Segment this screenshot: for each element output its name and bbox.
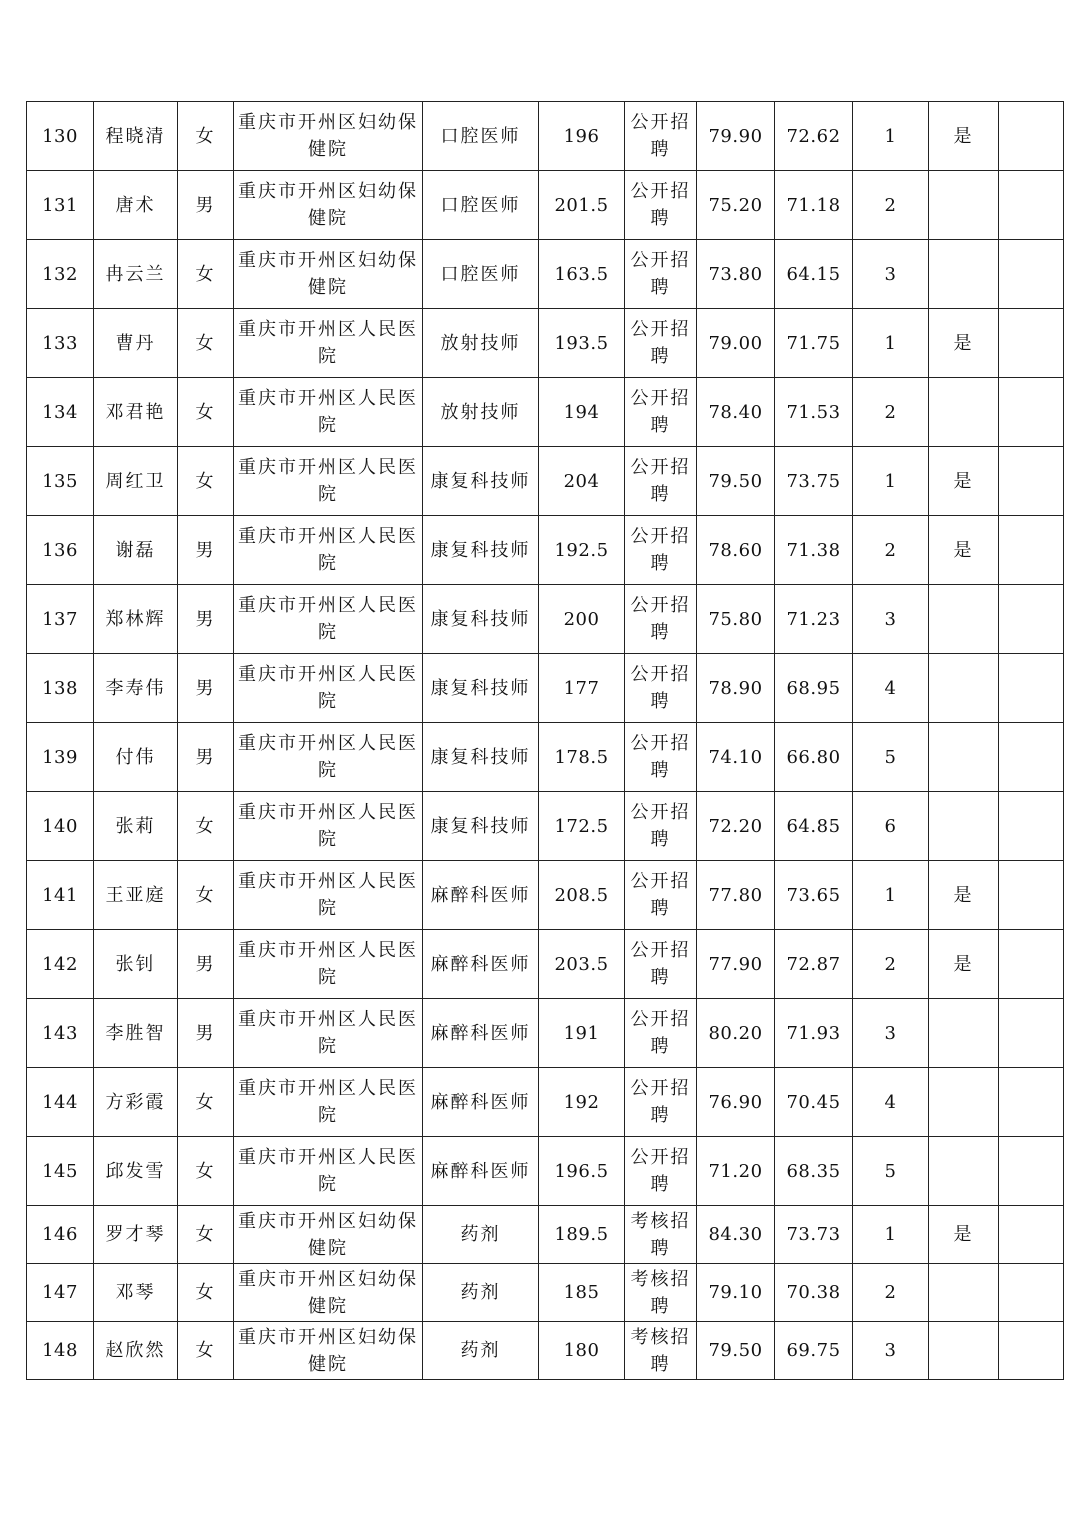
cell-rank: 6 bbox=[853, 792, 929, 861]
cell-rank: 3 bbox=[853, 585, 929, 654]
cell-enter-checkup: 是 bbox=[929, 102, 999, 171]
cell-position: 麻醉科医师 bbox=[423, 1068, 539, 1137]
cell-name: 唐术 bbox=[94, 171, 178, 240]
cell-gender: 女 bbox=[178, 1322, 234, 1380]
cell-total-score: 64.15 bbox=[775, 240, 853, 309]
cell-total-score: 72.62 bbox=[775, 102, 853, 171]
cell-name: 张钊 bbox=[94, 930, 178, 999]
cell-enter-checkup bbox=[929, 171, 999, 240]
cell-written-score: 191 bbox=[539, 999, 625, 1068]
cell-recruit-method: 公开招聘 bbox=[625, 723, 697, 792]
cell-written-score: 185 bbox=[539, 1264, 625, 1322]
cell-number: 144 bbox=[27, 1068, 94, 1137]
cell-number: 141 bbox=[27, 861, 94, 930]
cell-name: 邓君艳 bbox=[94, 378, 178, 447]
cell-number: 133 bbox=[27, 309, 94, 378]
cell-name: 王亚庭 bbox=[94, 861, 178, 930]
cell-remark bbox=[999, 930, 1064, 999]
cell-interview-score: 79.50 bbox=[697, 447, 775, 516]
cell-recruit-method: 公开招聘 bbox=[625, 930, 697, 999]
cell-rank: 5 bbox=[853, 723, 929, 792]
cell-gender: 男 bbox=[178, 723, 234, 792]
table-row bbox=[27, 171, 1064, 240]
cell-unit: 重庆市开州区人民医院 bbox=[234, 999, 423, 1068]
cell-unit: 重庆市开州区人民医院 bbox=[234, 792, 423, 861]
cell-remark bbox=[999, 516, 1064, 585]
cell-gender: 女 bbox=[178, 378, 234, 447]
cell-written-score: 172.5 bbox=[539, 792, 625, 861]
cell-remark bbox=[999, 378, 1064, 447]
cell-position: 麻醉科医师 bbox=[423, 930, 539, 999]
cell-position: 口腔医师 bbox=[423, 171, 539, 240]
cell-position: 放射技师 bbox=[423, 309, 539, 378]
cell-interview-score: 84.30 bbox=[697, 1206, 775, 1264]
cell-enter-checkup bbox=[929, 1264, 999, 1322]
cell-rank: 2 bbox=[853, 1264, 929, 1322]
cell-remark bbox=[999, 1264, 1064, 1322]
cell-gender: 女 bbox=[178, 309, 234, 378]
cell-rank: 1 bbox=[853, 309, 929, 378]
cell-recruit-method: 公开招聘 bbox=[625, 447, 697, 516]
cell-unit: 重庆市开州区妇幼保健院 bbox=[234, 1206, 423, 1264]
cell-position: 康复科技师 bbox=[423, 654, 539, 723]
cell-total-score: 73.75 bbox=[775, 447, 853, 516]
table-row bbox=[27, 378, 1064, 447]
cell-enter-checkup bbox=[929, 240, 999, 309]
cell-name: 付伟 bbox=[94, 723, 178, 792]
cell-gender: 女 bbox=[178, 447, 234, 516]
cell-remark bbox=[999, 792, 1064, 861]
cell-interview-score: 75.80 bbox=[697, 585, 775, 654]
cell-recruit-method: 公开招聘 bbox=[625, 792, 697, 861]
table-row bbox=[27, 1137, 1064, 1206]
cell-rank: 4 bbox=[853, 1068, 929, 1137]
cell-rank: 4 bbox=[853, 654, 929, 723]
cell-gender: 女 bbox=[178, 1206, 234, 1264]
cell-total-score: 71.38 bbox=[775, 516, 853, 585]
table-row bbox=[27, 930, 1064, 999]
cell-unit: 重庆市开州区人民医院 bbox=[234, 447, 423, 516]
cell-remark bbox=[999, 585, 1064, 654]
cell-name: 邱发雪 bbox=[94, 1137, 178, 1206]
cell-remark bbox=[999, 1137, 1064, 1206]
cell-name: 周红卫 bbox=[94, 447, 178, 516]
cell-unit: 重庆市开州区妇幼保健院 bbox=[234, 240, 423, 309]
cell-written-score: 200 bbox=[539, 585, 625, 654]
cell-interview-score: 72.20 bbox=[697, 792, 775, 861]
cell-position: 药剂 bbox=[423, 1206, 539, 1264]
cell-remark bbox=[999, 723, 1064, 792]
cell-position: 麻醉科医师 bbox=[423, 861, 539, 930]
cell-remark bbox=[999, 1322, 1064, 1380]
cell-position: 康复科技师 bbox=[423, 516, 539, 585]
cell-name: 张莉 bbox=[94, 792, 178, 861]
table-row bbox=[27, 309, 1064, 378]
table-row bbox=[27, 1068, 1064, 1137]
cell-unit: 重庆市开州区妇幼保健院 bbox=[234, 1264, 423, 1322]
cell-rank: 2 bbox=[853, 171, 929, 240]
cell-gender: 女 bbox=[178, 240, 234, 309]
cell-name: 冉云兰 bbox=[94, 240, 178, 309]
cell-enter-checkup: 是 bbox=[929, 861, 999, 930]
table-row bbox=[27, 861, 1064, 930]
cell-remark bbox=[999, 999, 1064, 1068]
cell-number: 147 bbox=[27, 1264, 94, 1322]
cell-interview-score: 79.90 bbox=[697, 102, 775, 171]
cell-recruit-method: 考核招聘 bbox=[625, 1322, 697, 1380]
cell-number: 140 bbox=[27, 792, 94, 861]
table-row bbox=[27, 792, 1064, 861]
cell-rank: 5 bbox=[853, 1137, 929, 1206]
cell-unit: 重庆市开州区人民医院 bbox=[234, 723, 423, 792]
cell-number: 137 bbox=[27, 585, 94, 654]
cell-written-score: 208.5 bbox=[539, 861, 625, 930]
cell-gender: 男 bbox=[178, 171, 234, 240]
cell-total-score: 68.35 bbox=[775, 1137, 853, 1206]
cell-gender: 女 bbox=[178, 1068, 234, 1137]
cell-recruit-method: 公开招聘 bbox=[625, 1068, 697, 1137]
table-row bbox=[27, 1264, 1064, 1322]
cell-name: 赵欣然 bbox=[94, 1322, 178, 1380]
cell-remark bbox=[999, 447, 1064, 516]
cell-position: 口腔医师 bbox=[423, 102, 539, 171]
cell-remark bbox=[999, 1206, 1064, 1264]
table-row bbox=[27, 240, 1064, 309]
cell-interview-score: 78.90 bbox=[697, 654, 775, 723]
cell-written-score: 189.5 bbox=[539, 1206, 625, 1264]
cell-gender: 女 bbox=[178, 102, 234, 171]
cell-interview-score: 78.60 bbox=[697, 516, 775, 585]
cell-position: 麻醉科医师 bbox=[423, 1137, 539, 1206]
cell-enter-checkup bbox=[929, 1137, 999, 1206]
cell-number: 136 bbox=[27, 516, 94, 585]
cell-written-score: 203.5 bbox=[539, 930, 625, 999]
cell-enter-checkup: 是 bbox=[929, 309, 999, 378]
cell-recruit-method: 公开招聘 bbox=[625, 378, 697, 447]
cell-written-score: 163.5 bbox=[539, 240, 625, 309]
cell-recruit-method: 公开招聘 bbox=[625, 171, 697, 240]
cell-remark bbox=[999, 861, 1064, 930]
cell-recruit-method: 公开招聘 bbox=[625, 240, 697, 309]
cell-number: 139 bbox=[27, 723, 94, 792]
cell-enter-checkup bbox=[929, 792, 999, 861]
cell-number: 130 bbox=[27, 102, 94, 171]
cell-total-score: 64.85 bbox=[775, 792, 853, 861]
cell-unit: 重庆市开州区妇幼保健院 bbox=[234, 102, 423, 171]
cell-interview-score: 77.80 bbox=[697, 861, 775, 930]
cell-name: 李胜智 bbox=[94, 999, 178, 1068]
cell-rank: 2 bbox=[853, 378, 929, 447]
cell-name: 郑林辉 bbox=[94, 585, 178, 654]
cell-interview-score: 71.20 bbox=[697, 1137, 775, 1206]
cell-interview-score: 77.90 bbox=[697, 930, 775, 999]
cell-position: 麻醉科医师 bbox=[423, 999, 539, 1068]
cell-rank: 2 bbox=[853, 930, 929, 999]
cell-unit: 重庆市开州区妇幼保健院 bbox=[234, 171, 423, 240]
cell-written-score: 192 bbox=[539, 1068, 625, 1137]
table-row bbox=[27, 447, 1064, 516]
cell-enter-checkup: 是 bbox=[929, 1206, 999, 1264]
cell-written-score: 192.5 bbox=[539, 516, 625, 585]
cell-written-score: 204 bbox=[539, 447, 625, 516]
cell-recruit-method: 公开招聘 bbox=[625, 999, 697, 1068]
cell-gender: 男 bbox=[178, 930, 234, 999]
cell-gender: 男 bbox=[178, 999, 234, 1068]
cell-enter-checkup: 是 bbox=[929, 930, 999, 999]
cell-unit: 重庆市开州区人民医院 bbox=[234, 309, 423, 378]
cell-rank: 1 bbox=[853, 102, 929, 171]
cell-name: 邓琴 bbox=[94, 1264, 178, 1322]
cell-number: 131 bbox=[27, 171, 94, 240]
cell-enter-checkup: 是 bbox=[929, 447, 999, 516]
cell-interview-score: 79.00 bbox=[697, 309, 775, 378]
cell-name: 罗才琴 bbox=[94, 1206, 178, 1264]
cell-enter-checkup bbox=[929, 585, 999, 654]
cell-enter-checkup bbox=[929, 999, 999, 1068]
cell-interview-score: 80.20 bbox=[697, 999, 775, 1068]
cell-recruit-method: 考核招聘 bbox=[625, 1264, 697, 1322]
cell-enter-checkup bbox=[929, 1068, 999, 1137]
table-row bbox=[27, 1322, 1064, 1380]
cell-name: 谢磊 bbox=[94, 516, 178, 585]
cell-number: 135 bbox=[27, 447, 94, 516]
table-row bbox=[27, 723, 1064, 792]
cell-name: 李寿伟 bbox=[94, 654, 178, 723]
cell-rank: 1 bbox=[853, 1206, 929, 1264]
cell-number: 148 bbox=[27, 1322, 94, 1380]
cell-written-score: 178.5 bbox=[539, 723, 625, 792]
cell-number: 142 bbox=[27, 930, 94, 999]
cell-enter-checkup bbox=[929, 1322, 999, 1380]
cell-rank: 1 bbox=[853, 861, 929, 930]
cell-rank: 3 bbox=[853, 1322, 929, 1380]
cell-total-score: 71.75 bbox=[775, 309, 853, 378]
cell-recruit-method: 公开招聘 bbox=[625, 516, 697, 585]
cell-position: 康复科技师 bbox=[423, 447, 539, 516]
cell-total-score: 73.73 bbox=[775, 1206, 853, 1264]
cell-written-score: 177 bbox=[539, 654, 625, 723]
cell-unit: 重庆市开州区人民医院 bbox=[234, 585, 423, 654]
cell-remark bbox=[999, 240, 1064, 309]
cell-gender: 男 bbox=[178, 585, 234, 654]
cell-unit: 重庆市开州区人民医院 bbox=[234, 1068, 423, 1137]
table-row bbox=[27, 516, 1064, 585]
cell-gender: 女 bbox=[178, 1264, 234, 1322]
cell-gender: 男 bbox=[178, 654, 234, 723]
cell-total-score: 72.87 bbox=[775, 930, 853, 999]
cell-unit: 重庆市开州区人民医院 bbox=[234, 378, 423, 447]
cell-interview-score: 79.50 bbox=[697, 1322, 775, 1380]
cell-interview-score: 74.10 bbox=[697, 723, 775, 792]
cell-position: 口腔医师 bbox=[423, 240, 539, 309]
cell-unit: 重庆市开州区妇幼保健院 bbox=[234, 1322, 423, 1380]
cell-number: 143 bbox=[27, 999, 94, 1068]
cell-interview-score: 76.90 bbox=[697, 1068, 775, 1137]
cell-interview-score: 78.40 bbox=[697, 378, 775, 447]
cell-position: 药剂 bbox=[423, 1264, 539, 1322]
cell-written-score: 194 bbox=[539, 378, 625, 447]
cell-unit: 重庆市开州区人民医院 bbox=[234, 654, 423, 723]
cell-written-score: 201.5 bbox=[539, 171, 625, 240]
cell-rank: 1 bbox=[853, 447, 929, 516]
cell-total-score: 71.23 bbox=[775, 585, 853, 654]
cell-total-score: 69.75 bbox=[775, 1322, 853, 1380]
cell-total-score: 70.45 bbox=[775, 1068, 853, 1137]
cell-number: 138 bbox=[27, 654, 94, 723]
cell-position: 康复科技师 bbox=[423, 792, 539, 861]
cell-position: 康复科技师 bbox=[423, 723, 539, 792]
cell-unit: 重庆市开州区人民医院 bbox=[234, 930, 423, 999]
cell-interview-score: 73.80 bbox=[697, 240, 775, 309]
cell-remark bbox=[999, 171, 1064, 240]
cell-gender: 女 bbox=[178, 861, 234, 930]
table-row bbox=[27, 102, 1064, 171]
cell-enter-checkup bbox=[929, 378, 999, 447]
cell-number: 134 bbox=[27, 378, 94, 447]
cell-recruit-method: 公开招聘 bbox=[625, 102, 697, 171]
table-body bbox=[27, 102, 1064, 1380]
cell-gender: 女 bbox=[178, 1137, 234, 1206]
cell-recruit-method: 公开招聘 bbox=[625, 1137, 697, 1206]
cell-recruit-method: 公开招聘 bbox=[625, 309, 697, 378]
cell-name: 曹丹 bbox=[94, 309, 178, 378]
cell-remark bbox=[999, 1068, 1064, 1137]
cell-number: 145 bbox=[27, 1137, 94, 1206]
cell-written-score: 196 bbox=[539, 102, 625, 171]
cell-enter-checkup bbox=[929, 723, 999, 792]
table-row bbox=[27, 999, 1064, 1068]
cell-number: 146 bbox=[27, 1206, 94, 1264]
cell-rank: 2 bbox=[853, 516, 929, 585]
cell-remark bbox=[999, 102, 1064, 171]
cell-total-score: 73.65 bbox=[775, 861, 853, 930]
cell-interview-score: 79.10 bbox=[697, 1264, 775, 1322]
cell-total-score: 71.93 bbox=[775, 999, 853, 1068]
cell-total-score: 71.18 bbox=[775, 171, 853, 240]
cell-total-score: 66.80 bbox=[775, 723, 853, 792]
cell-remark bbox=[999, 309, 1064, 378]
cell-remark bbox=[999, 654, 1064, 723]
cell-rank: 3 bbox=[853, 240, 929, 309]
cell-unit: 重庆市开州区人民医院 bbox=[234, 516, 423, 585]
table-row bbox=[27, 1206, 1064, 1264]
results-table bbox=[26, 101, 1064, 1380]
cell-enter-checkup bbox=[929, 654, 999, 723]
cell-written-score: 196.5 bbox=[539, 1137, 625, 1206]
cell-unit: 重庆市开州区人民医院 bbox=[234, 1137, 423, 1206]
cell-written-score: 180 bbox=[539, 1322, 625, 1380]
cell-enter-checkup: 是 bbox=[929, 516, 999, 585]
cell-recruit-method: 考核招聘 bbox=[625, 1206, 697, 1264]
cell-number: 132 bbox=[27, 240, 94, 309]
table-row bbox=[27, 585, 1064, 654]
cell-position: 放射技师 bbox=[423, 378, 539, 447]
cell-total-score: 70.38 bbox=[775, 1264, 853, 1322]
cell-interview-score: 75.20 bbox=[697, 171, 775, 240]
cell-rank: 3 bbox=[853, 999, 929, 1068]
cell-name: 程晓清 bbox=[94, 102, 178, 171]
cell-gender: 男 bbox=[178, 516, 234, 585]
cell-recruit-method: 公开招聘 bbox=[625, 654, 697, 723]
cell-recruit-method: 公开招聘 bbox=[625, 585, 697, 654]
cell-position: 康复科技师 bbox=[423, 585, 539, 654]
cell-gender: 女 bbox=[178, 792, 234, 861]
cell-total-score: 68.95 bbox=[775, 654, 853, 723]
cell-recruit-method: 公开招聘 bbox=[625, 861, 697, 930]
table-row bbox=[27, 654, 1064, 723]
cell-unit: 重庆市开州区人民医院 bbox=[234, 861, 423, 930]
cell-name: 方彩霞 bbox=[94, 1068, 178, 1137]
cell-position: 药剂 bbox=[423, 1322, 539, 1380]
cell-written-score: 193.5 bbox=[539, 309, 625, 378]
cell-total-score: 71.53 bbox=[775, 378, 853, 447]
